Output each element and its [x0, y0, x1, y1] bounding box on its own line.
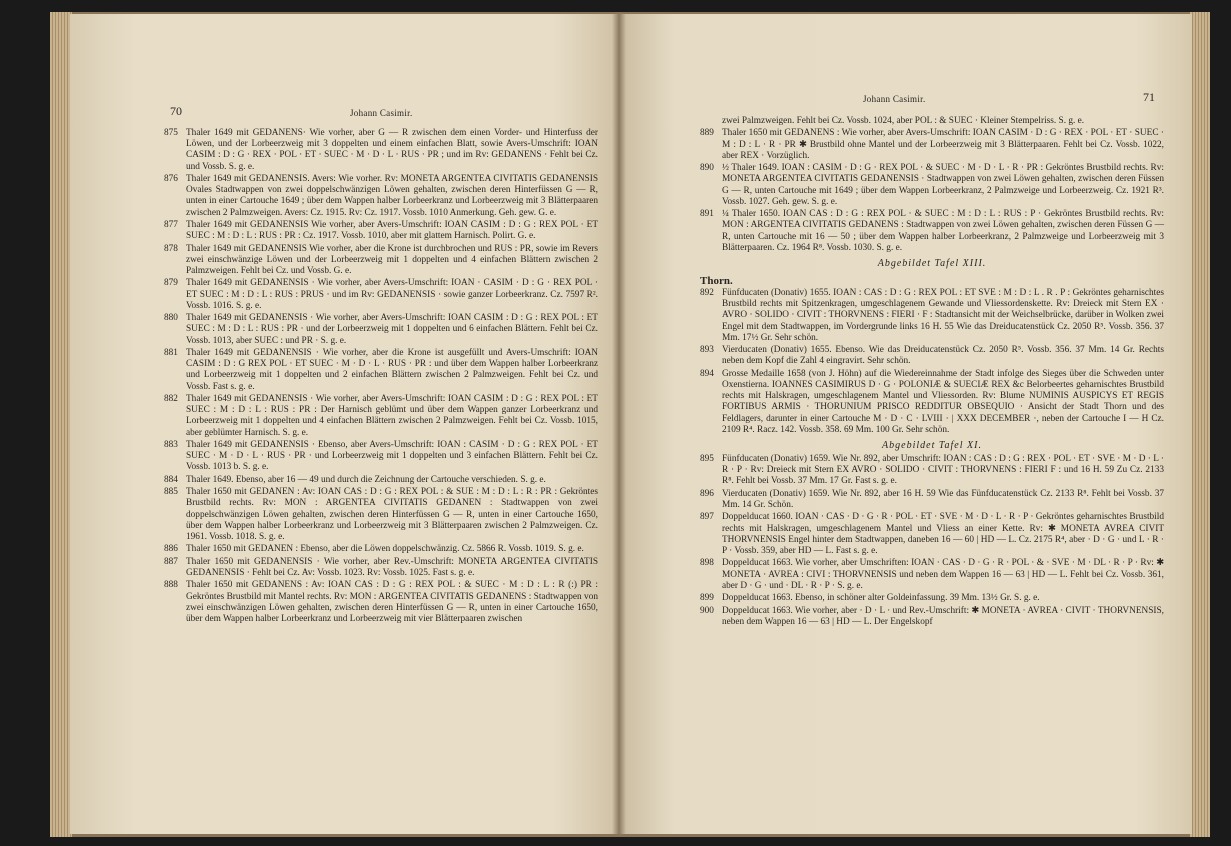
catalog-entry: 886 Thaler 1650 mit GEDANEN : Ebenso, aber die Löwen doppelschwänzig. Cz. 5866 R. Vossb. 1019. S. g. e. — [164, 544, 584, 555]
entry-list — [700, 116, 1164, 628]
catalog-entry: 876 Thaler 1649 mit GEDANENSIS. Avers: Wie vorher. Rv: MONETA ARGENTEA CIVITATIS GEDANENSIS Ovales Stadtwappen von zwei doppelschwänzigen Löwen gehalten, zwischen deren Hinterfüssen G — R, unten in einer Cartouche 1649 ; über dem Wappen halber Lorbeerkranz und Lorbeerzweig mit 3 Blätterpaaren zwischen 2 Palmzweigen. Avers: Cz. 1915. Rv: Cz. 1917. Vossb. 1010 Anmerkung. Geh. gew. G. e. — [164, 174, 598, 218]
right-page — [618, 14, 1192, 834]
catalog-entry: 897 Doppelducat 1660. IOAN · CAS · D · G · R · POL · ET · SVE · M · D · L · R · P · Gekröntes geharnischtes Brustbild rechts mit Halskragen, umgeschlagenem Mantel und Vliess an einer Kette. Rv: ✱ MONETA AVREA CIVIT THORVNENSIS Engel hinter dem Stadtwappen, daneben 16 — 60 | HD — L. Cz. 2175 R⁴, aber · D · G · und L · R · P · Vossb. 359, aber HD — L. Fast s. g. e. — [700, 512, 1164, 557]
page-number: 71 — [1143, 90, 1155, 104]
book-gutter — [612, 14, 626, 834]
catalog-entry: 891 ¼ Thaler 1650. IOAN CAS : D : G : REX POL · & SUEC : M : D : L : RUS : P · Gekröntes Brustbild rechts. Rv: MON : ARGENTEA CIVITATIS GEDANENS : Stadtwappen von zwei Löwen gehalten, zwischen deren Füssen G — R, unten Cartouche mit 16 — 50 ; über dem Wappen halber Lorbeerkranz, 2 Palmzweige und Lorbeerzweig mit 3 Blätterpaaren. Cz. 1964 R⁸. Vossb. 1030. S. g. e. — [700, 209, 1164, 253]
continuation-text: zwei Palmzweigen. Fehlt bei Cz. Vossb. 1024, aber POL : & SUEC · Kleiner Stempelriss. S. g. e. — [722, 116, 1085, 126]
catalog-entry: 894 Grosse Medaille 1658 (von J. Höhn) auf die Wiedereinnahme der Stadt infolge des Sieges über die Schweden unter Oxenstierna. IOANNES CASIMIRUS D · G · POLONIÆ & SUECIÆ REX &c Belorbeertes geharnischtes Brustbild rechts mit Halskragen, umgeschlagenem Mantel und Vliessorden. Rv: Blume NUMINIS AUSPICYS ET REGIS FORTIBUS ARMIS · THORUNIUM PRISCO REDDITUR OBSEQUIO · Ansicht der Stadt Thorn und des Feldlagers, darunter in einer Cartouche M · D · C · LVIII · | XXX DECEMBER ·, neben der Cartouche I — H Cz. 2109 R⁴. Racz. 142. Vossb. 358. 69 Mm. 100 Gr. Sehr schön. — [700, 368, 1164, 435]
catalog-entry: 877 Thaler 1649 mit GEDANENSIS Wie vorher, aber Avers-Umschrift: IOAN CASIM : D : G : REX POL · ET SUEC : M : D : L : RUS : PR : Cz. 1917. Vossb. 1010, aber mit glattem Harnisch. Polirt. G. e. — [164, 220, 598, 242]
running-head: Johann Casimir. — [350, 108, 413, 118]
catalog-entry: 887 Thaler 1650 mit GEDANENSIS · Wie vorher, aber Rev.-Umschrift: MONETA ARGENTEA CIVITATIS GEDANENSIS · Fehlt bei Cz. Av: Vossb. 1023. Rv: Vossb. 1025. Fast s. g. e. — [164, 556, 598, 578]
catalog-entry: 884 Thaler 1649. Ebenso, aber 16 — 49 und durch die Zeichnung der Cartouche verschieden. S. g. e. — [164, 474, 546, 485]
catalog-entry: 878 Thaler 1649 mit GEDANENSIS Wie vorher, aber die Krone ist durchbrochen und RUS : PR, sowie im Revers zwei einschwänzige Löwen und der Lorbeerzweig mit 1 doppelten und 4 einfachen Blättern zwischen 2 Palmzweigen. Fehlt bei Cz. und Vossb. G. e. — [164, 243, 598, 276]
catalog-entry: 879 Thaler 1649 mit GEDANENSIS · Wie vorher, aber Avers-Umschrift: IOAN · CASIM · D : G · REX POL · ET SUEC : M : D : L : RUS : PRUS · und im Rv: GEDANENSIS · sowie ganzer Lorbeerkranz. Cz. 7597 R². Vossb. 1016. S. g. e. — [164, 278, 598, 311]
entry-list — [164, 128, 598, 625]
catalog-entry: 895 Fünfducaten (Donativ) 1659. Wie Nr. 892, aber Umschrift: IOAN : CAS : D : G : REX · POL · ET · SVE · M · D · L · R · P · Rv: Dreieck mit Stern EX AVRO · SOLIDO · CIVIT : THORVNENS : FIERI F : und 16 H. 59 Zu Cz. 2133 R⁸. Fehlt bei Vossb. 37 Mm. 17 Gr. Fast s. g. e. — [700, 454, 1164, 487]
catalog-entry: 892 Fünfducaten (Donativ) 1655. IOAN : CAS : D : G : REX POL : ET SVE : M : D : L . R . P : Gekröntes geharnischtes Brustbild rechts mit Spitzenkragen, umgeschlagenem Gewande und Vliessordenskette. Rv: Dreieck mit Stern EX · AVRO · SOLIDO · CIVIT : THORVNENS : FIERI · F : Stadtansicht mit der Weichselbrücke, darüber in Wolken zwei Engel mit dem Stadtwappen, im Vordergrunde links 16 H. 55 Wie das Dreiducatenstück Cz. 2050 R⁵. Vossb. 356. 37 Mm. 17½ Gr. Sehr schön. — [700, 288, 1164, 343]
catalog-entry: 889 Thaler 1650 mit GEDANENS : Wie vorher, aber Avers-Umschrift: IOAN CASIM · D : G · REX · POL · ET · SUEC · M : D : L · R · PR ✱ Brustbild ohne Mantel und der Lorbeerzweig mit 3 Blätterpaaren. Fehlt bei Cz. Vossb. 1022, aber REX · Vorzüglich. — [700, 128, 1164, 161]
catalog-entry: 893 Vierducaten (Donativ) 1655. Ebenso. Wie das Dreiducatenstück Cz. 2050 R⁵. Vossb. 356. 37 Mm. 14 Gr. Rechts neben dem Kopf die Zahl 4 eingravirt. Sehr schön. — [700, 345, 1164, 367]
page-number: 70 — [170, 104, 182, 118]
catalog-entry: 881 Thaler 1649 mit GEDANENSIS · Wie vorher, aber die Krone ist ausgefüllt und Avers-Umschrift: IOAN CASIM : D : G REX POL · ET SUEC · M · D · L · RUS · PR : und über dem Wappen halber Lorbeerkranz und Lorbeerzweig mit 1 doppelten und 2 einfachen Blättern zwischen 2 Palmzweigen. Fehlt bei Cz. und Vossb. Fast s. g. e. — [164, 347, 598, 392]
catalog-entry: 882 Thaler 1649 mit GEDANENSIS · Wie vorher, aber Avers-Umschrift: IOAN CASIM : D : G : REX POL : ET SUEC : M : D : L : RUS : PR : Der Harnisch geblümt und über dem Wappen ganzer Lorbeerkranz und Lorbeerzweig mit 1 doppelten und 4 einfachen Blättern zwischen 2 Palmzweigen. Fehlt bei Cz. Vossb. 1015, aber geblümter Harnisch. S. g. e. — [164, 393, 598, 438]
plate-caption: Abgebildet Tafel XI. — [882, 440, 982, 452]
running-head: Johann Casimir. — [863, 94, 926, 104]
plate-caption: Abgebildet Tafel XIII. — [877, 258, 987, 269]
catalog-entry: 885 Thaler 1650 mit GEDANEN : Av: IOAN CAS : D : G : REX POL : & SUE : M : D : L : R : PR : Gekröntes Brustbild rechts. Rv: MON : ARGENTEA CIVITATIS GEDANEN : Stadtwappen von zwei doppelschwänzigen Löwen gehalten, zwischen deren Hinterfüssen G — R, unten in einer Cartouche 1650, über dem Wappen halber Lorbeerkranz und Lorbeerzweig mit 3 Blätterpaaren zwischen 2 Palmzweigen. Cz. 1961. Vossb. 1018. S. g. e. — [164, 487, 598, 542]
page-edges-right — [1190, 12, 1210, 837]
page-edges-left — [50, 12, 72, 837]
left-page — [70, 14, 618, 834]
catalog-entry: 883 Thaler 1649 mit GEDANENSIS · Ebenso, aber Avers-Umschrift: IOAN : CASIM · D : G : REX POL · ET SUEC · M · D · L · RUS · PR · und Lorbeerzweig mit 1 doppelten und 3 einfachen Blättern. Fehlt bei Cz. Vossb. 1013 b. S. g. e. — [164, 439, 598, 473]
catalog-entry: 880 Thaler 1649 mit GEDANENSIS · Wie vorher, aber Avers-Umschrift: IOAN CASIM : D : G : REX POL : ET SUEC : M : D : L : RUS : PR · und der Lorbeerzweig mit 1 doppelten und 6 einfachen Blättern. Fehlt bei Cz. Vossb. 1013, aber SUEC : und PR · S. g. e. — [164, 313, 598, 346]
catalog-entry: 890 ½ Thaler 1649. IOAN : CASIM · D : G · REX POL · & SUEC · M · D · L · R · PR : Gekröntes Brustbild rechts. Rv: MONETA ARGENTEA CIVITATIS GEDANENSIS · Stadtwappen von zwei Löwen gehalten, zwischen deren Füssen G — R, unten Cartouche mit 1649 ; über dem Wappen Lorbeerkranz, 2 Palmzweige und Lorbeerzweig. Cz. 1921 R³. Vossb. 1027. Geh. gew. S. g. e. — [700, 163, 1164, 207]
catalog-entry: 898 Doppelducat 1663. Wie vorher, aber Umschriften: IOAN · CAS · D · G · R · POL · & · SVE · M · DL · R · P · Rv: ✱ MONETA · AVREA : CIVI : THORVNENSIS und neben dem Wappen 16 — 63 | HD — L. Fehlt bei Cz. Vossb. 361, aber D · G · und · DL · R · P · S. g. e. — [700, 558, 1164, 591]
section-heading: Thorn. — [700, 275, 733, 287]
catalog-entry: 900 Doppelducat 1663. Wie vorher, aber · D · L · und Rev.-Umschrift: ✱ MONETA · AVREA · CIVIT · THORVNENSIS, neben dem Wappen 16 — 63 | HD — L. Der Engelskopf — [700, 605, 1164, 627]
catalog-entry: 896 Vierducaten (Donativ) 1659. Wie Nr. 892, aber 16 H. 59 Wie das Fünfducatenstück Cz. 2133 R⁸. Fehlt bei Vossb. 37 Mm. 14 Gr. Schön. — [700, 488, 1164, 511]
catalog-entry: 899 Doppelducat 1663. Ebenso, in schöner alter Goldeinfassung. 39 Mm. 13½ Gr. S. g. e. — [700, 593, 1040, 604]
catalog-entry: 875 Thaler 1649 mit GEDANENS· Wie vorher, aber G — R zwischen dem einen Vorder- und Hinterfuss der Löwen, und der Lorbeerzweig mit 3 doppelten und einem einfachen Blatt, sowie Avers-Umschrift: IOAN CASIM : D : G · REX · POL · ET · SUEC · M · D · L · RUS · PR ; und im Rv: GEDANENS · Fehlt bei Cz. und Vossb. S. g. e. — [164, 128, 598, 172]
catalog-entry: 888 Thaler 1650 mit GEDANENS : Av: IOAN CAS : D : G : REX POL : & SUEC · M : D : L : R (:) PR : Gekröntes Brustbild mit Mantel rechts. Rv: MON : ARGENTEA CIVITATIS GEDANENS : Stadtwappen von zwei einschwänzigen Löwen gehalten, zwischen deren Hinterfüssen G — R, unten in einer Cartouche 1650, über dem Wappen halber Lorbeerkranz und Lorbeerzweig mit vier Blätterpaaren zwischen — [164, 580, 598, 624]
